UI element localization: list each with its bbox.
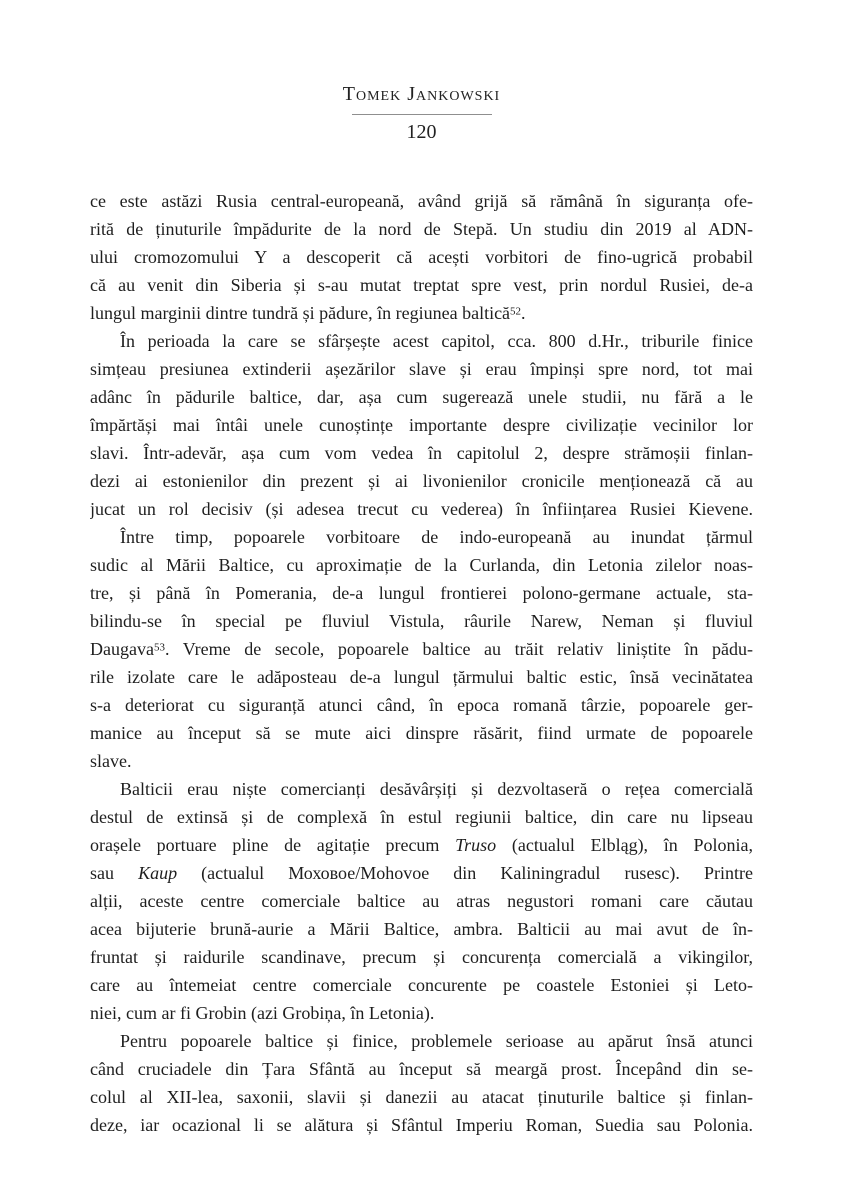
text-line: [90, 943, 753, 971]
text-line: [90, 803, 753, 831]
text-segment: ului cromozomului Y a descoperit că acești vorbitori de fino-ugrică probabil: [90, 247, 753, 267]
text-line: [90, 579, 753, 607]
text-segment: Daugava: [90, 639, 154, 659]
text-segment: deze, iar ocazional li se alătura și Sfântul Imperiu Roman, Suedia sau Polonia.: [90, 1115, 753, 1135]
text-line: [90, 915, 753, 943]
text-segment: Între timp, popoarele vorbitoare de indo-europeană au inundat țărmul: [120, 527, 753, 547]
text-line: [90, 607, 753, 635]
text-segment: slave.: [90, 751, 132, 771]
text-segment: că au venit din Siberia și s-au mutat treptat spre vest, prin nordul Rusiei, de-a: [90, 275, 753, 295]
text-segment: care au întemeiat centre comerciale concurente pe coastele Estoniei și Leto-: [90, 975, 753, 995]
paragraph: [90, 523, 753, 775]
running-head-author: Tomek Jankowski: [342, 83, 501, 105]
text-segment: adânc în pădurile baltice, dar, așa cum sugerează unele studii, nu fără a le: [90, 387, 753, 407]
text-line: [90, 299, 753, 327]
text-segment: dezi ai estonienilor din prezent și ai livonienilor cronicile menționează că au: [90, 471, 753, 491]
text-line: [90, 215, 753, 243]
footnote-reference: 53: [153, 641, 165, 654]
text-line: [90, 971, 753, 999]
text-segment: alții, aceste centre comerciale baltice au atras negustori romani care căutau: [90, 891, 753, 911]
text-segment: ce este astăzi Rusia central-europeană, având grijă să rămână în siguranța ofe-: [90, 191, 753, 211]
text-line: [90, 355, 753, 383]
paragraph: [90, 775, 753, 1027]
text-line: [90, 719, 753, 747]
text-line: [90, 243, 753, 271]
text-line: [90, 1027, 753, 1055]
header-rule: [352, 114, 492, 115]
text-line: [90, 663, 753, 691]
italic-term: Kaup: [138, 863, 178, 883]
text-segment: jucat un rol decisiv (și adesea trecut cu vederea) în înființarea Rusiei Kievene.: [90, 499, 753, 519]
text-line: [90, 1111, 753, 1139]
text-segment: niei, cum ar fi Grobin (azi Grobiņa, în Letonia).: [90, 1003, 435, 1023]
running-head: [0, 0, 843, 144]
text-segment: slavi. Într-adevăr, așa cum vom vedea în capitolul 2, despre strămoșii finlan-: [90, 443, 753, 463]
text-segment: (actualul Elbląg), în Polonia,: [496, 835, 753, 855]
text-segment: (actualul Моховое/Mohovoe din Kaliningradul rusesc). Printre: [177, 863, 753, 883]
text-line: [90, 411, 753, 439]
text-segment: destul de extinsă și de complexă în estul regiunii baltice, din care nu lipseau: [90, 807, 753, 827]
italic-term: Truso: [455, 835, 497, 855]
text-segment: sudic al Mării Baltice, cu aproximație de la Curlanda, din Letonia zilelor noas-: [90, 555, 753, 575]
text-segment: fruntat și raidurile scandinave, precum și concurența comercială a vikingilor,: [90, 947, 753, 967]
text-line: [90, 999, 753, 1027]
paragraph: [90, 327, 753, 523]
text-segment: .: [521, 303, 526, 323]
text-line: [90, 775, 753, 803]
page-number: 120: [406, 121, 437, 143]
text-segment: sau: [90, 863, 139, 883]
footnote-reference: 52: [510, 305, 522, 318]
text-segment: colul al XII-lea, saxonii, slavii și danezii au atacat ținuturile baltice și finlan-: [90, 1087, 753, 1107]
text-line: [90, 691, 753, 719]
text-line: [90, 1055, 753, 1083]
text-segment: simțeau presiunea extinderii așezărilor slave și erau împinși spre nord, tot mai: [90, 359, 753, 379]
text-line: [90, 467, 753, 495]
text-segment: manice au început să se mute aici dinspre răsărit, fiind urmate de popoarele: [90, 723, 753, 743]
text-segment: În perioada la care se sfârșește acest capitol, cca. 800 d.Hr., triburile finice: [120, 331, 753, 351]
text-segment: . Vreme de secole, popoarele baltice au trăit relativ liniștite în pădu-: [164, 639, 753, 659]
text-line: [90, 439, 753, 467]
text-line: [90, 859, 753, 887]
text-segment: când cruciadele din Țara Sfântă au început să meargă prost. Începând din se-: [90, 1059, 753, 1079]
text-line: [90, 523, 753, 551]
text-segment: împărtăși mai întâi unele cunoștințe importante despre civilizație vecinilor lor: [90, 415, 753, 435]
text-segment: Balticii erau niște comercianți desăvârșiți și dezvoltaseră o rețea comercială: [120, 779, 753, 799]
text-line: [90, 635, 753, 663]
text-line: [90, 887, 753, 915]
text-segment: s-a deteriorat cu siguranță atunci când, în epoca romană târzie, popoarele ger-: [90, 695, 753, 715]
paragraph: [90, 187, 753, 327]
text-line: [90, 1083, 753, 1111]
text-line: [90, 383, 753, 411]
text-segment: rile izolate care le adăposteau de-a lungul țărmului baltic estic, însă vecinătatea: [90, 667, 753, 687]
text-segment: orașele portuare pline de agitație precum: [90, 835, 456, 855]
text-segment: rită de ținuturile împădurite de la nord de Stepă. Un studiu din 2019 al ADN-: [90, 219, 753, 239]
text-segment: lungul marginii dintre tundră și pădure, în regiunea baltică: [90, 303, 511, 323]
text-line: [90, 551, 753, 579]
text-block: [90, 187, 753, 1139]
text-segment: tre, și până în Pomerania, de-a lungul frontierei polono-germane actuale, sta-: [90, 583, 753, 603]
text-line: [90, 187, 753, 215]
text-line: [90, 747, 753, 775]
text-line: [90, 831, 753, 859]
text-line: [90, 495, 753, 523]
text-segment: acea bijuterie brună-aurie a Mării Baltice, ambra. Balticii au mai avut de în-: [90, 919, 753, 939]
text-line: [90, 327, 753, 355]
text-segment: Pentru popoarele baltice și finice, problemele serioase au apărut însă atunci: [120, 1031, 753, 1051]
text-line: [90, 271, 753, 299]
text-segment: bilindu-se în special pe fluviul Vistula, râurile Narew, Neman și fluviul: [90, 611, 753, 631]
paragraph: [90, 1027, 753, 1139]
